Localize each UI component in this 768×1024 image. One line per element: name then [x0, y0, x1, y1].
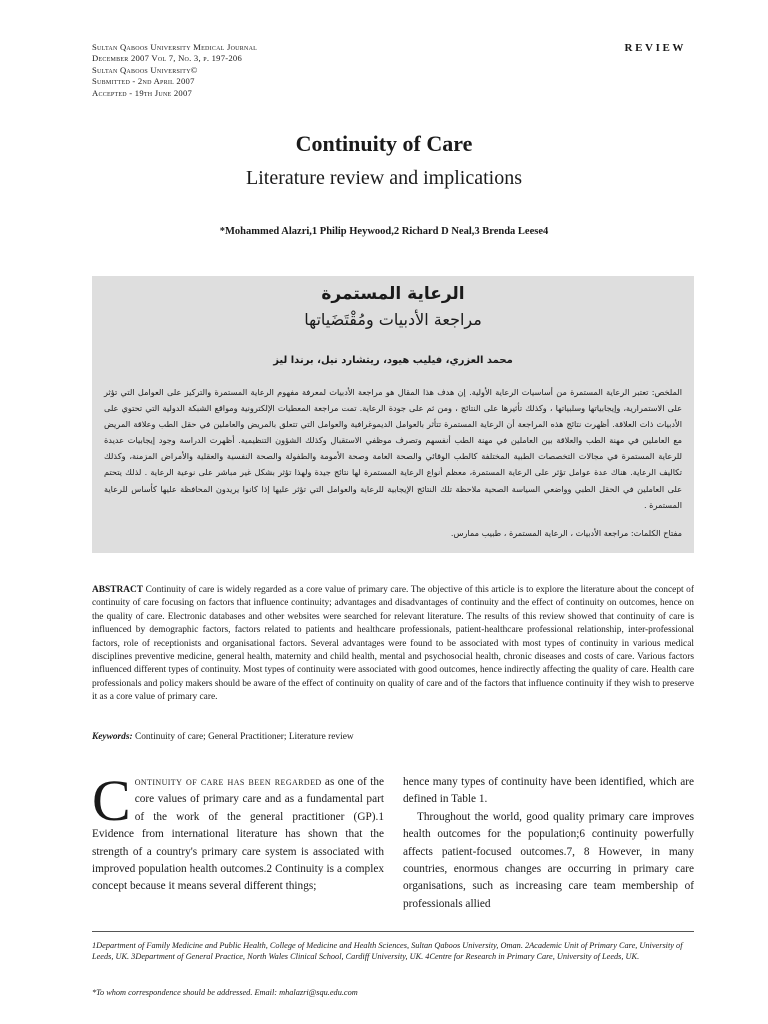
author-list: *Mohammed Alazri,1 Philip Heywood,2 Richard D Neal,3 Brenda Leese4	[219, 226, 549, 237]
paragraph-text: as one of the core values of primary care and as a fundamental part of the work of the general practitioner (GP).1 Evidence from international literature has shown that the strength of a country's primary care system is associated with improved population health outcomes.2 Continuity is a complex concept because it means several different things;	[92, 776, 384, 893]
arabic-authors: محمد العزري، فيليب هيود، ريتشارد نيل، برندا ليز	[273, 355, 513, 366]
arabic-abstract: الملخص: تعتبر الرعاية المستمرة من أساسيات الرعاية الأولية. إن هدف هذا المقال هو مراجعة الأدبيات لمعرفة مفهوم الرعاية المستمرة والتركيز على العوامل التي تؤثر على الاستمرارية، وإيجابياتها وسلبياتها ، وكذلك تأثيرها على النتائج ، ومن ثم على جودة الرعاية. تمت مراجعة المعطيات الإلكترونية ومواقع الشبكة الدولية التي تحتوي على الأدبيات ذات العلاقة. أظهرت نتائج هذه المراجعة أن الرعاية المستمرة تتأثر بالعوامل الديموغرافية والعوامل التي تتعلق بالمريض والعاملين في حقل الطب وعلاقة المريض مع العاملين في مهنة الطب والعلاقة بين العاملين في مهنة الطب أنفسهم وتصرف موظفي الاستقبال وكذلك الشؤون التنظيمية. أظهرت الدراسة وجود إيجابيات عديدة للرعاية المستمرة في مجالات التخصصات الطبية المختلفة كالطب الوقائي والصحة العامة وصحة الأمومة والطفولة والصحة النفسية والعقلية والأمراض المزمنة، وكذلك تكاليف الرعاية. هناك عدة عوامل تؤثر على الرعاية المستمرة، معظم أنواع الرعاية المستمرة لها نتائج جيدة ولهذا تؤثر بشكل غير مباشر على نوعية الرعاية . لذلك يتحتم على العاملين في الحقل الطبي وواضعي السياسة الصحية ملاحظة تلك النتائج الإيجابية للرعاية والعوامل التي تؤثر عليها إذا كانوا يريدون المحافظة عليها كأساس للرعاية المستمرة .	[104, 387, 682, 510]
lead-in: ontinuity of care has been regarded	[134, 776, 322, 788]
journal-header	[92, 42, 257, 99]
issue-info: December 2007 Vol 7, No. 3, p. 197-206	[92, 53, 243, 64]
footnote-divider	[92, 931, 694, 932]
arabic-subtitle: مراجعة الأدبيات ومُقْتَضَياتها	[304, 310, 482, 329]
section-label: REVIEW	[624, 42, 686, 54]
publisher: Sultan Qaboos University©	[92, 64, 198, 75]
keywords-label: Keywords:	[92, 732, 133, 742]
abstract-text: Continuity of care is widely regarded as a core value of primary care. The objective of this article is to explore the literature about the concept of continuity of care focusing on factors that influence continuity; advantages and disadvantages of continuity and the effect of continuity on outcomes, hence on the quality of care. Electronic databases and other websites were searched for relevant literature. The results of this review showed that continuity of care is influenced by demographic factors, factors related to patients and healthcare professionals, patient-healthcare professional relationship, inter-professional factors, role of receptionists and organisational factors. Several advantages were found to be associated with most types of continuity in various medical disciplines preventive medicine, general health, maternity and child health, mental and psychosocial health, chronic diseases and costs of care. Various factors influenced different types of continuity. Most types of continuity were associated with good outcomes, hence indirectly affecting the quality of care. Health care professionals and policy makers should be aware of the effect of continuity on quality of care and of the factors that influence continuity if they wish to preserve it as a core value of primary care.	[92, 585, 694, 703]
arabic-abstract-box	[92, 276, 694, 553]
body-column-left	[92, 768, 384, 896]
paragraph-text: hence many types of continuity have been identified, which are defined in Table 1.	[403, 776, 694, 806]
drop-cap: C	[92, 768, 131, 833]
keywords-text: Continuity of care; General Practitioner; Literature review	[132, 732, 354, 742]
abstract-label: ABSTRACT	[92, 585, 144, 595]
arabic-title: الرعاية المستمرة	[321, 284, 465, 304]
body-column-right	[403, 774, 694, 913]
keywords-line	[92, 732, 694, 742]
arabic-keywords: مفتاح الكلمات: مراجعة الأدبيات ، الرعاية المستمرة ، طبيب ممارس.	[450, 528, 682, 538]
article-title: Continuity of Care	[295, 131, 473, 156]
accepted-date: Accepted - 19th June 2007	[92, 87, 193, 98]
journal-name: Sultan Qaboos University Medical Journal	[92, 42, 258, 52]
correspondence-footnote: *To whom correspondence should be addressed. Email: mhalazri@squ.edu.com	[92, 988, 358, 997]
paragraph-text: Throughout the world, good quality primary care improves health outcomes for the population;6 continuity powerfully affects patient-focused outcomes.7, 8 However, in many countries, enormous changes are occurring in primary care organisations, such as increasing care team membership of professionals allied	[403, 810, 694, 910]
affiliations-footnote: 1Department of Family Medicine and Public Health, College of Medicine and Health Sciences, Sultan Qaboos University, Oman. 2Academic Unit of Primary Care, University of Leeds, UK. 3Department of General Practice, North Wales Clinical School, Cardiff University, UK. 4Centre for Research in Primary Care, University of Leeds, UK.	[92, 941, 683, 962]
submitted-date: Submitted - 2nd April 2007	[92, 76, 195, 87]
english-abstract	[92, 584, 694, 705]
article-subtitle: Literature review and implications	[245, 167, 522, 189]
